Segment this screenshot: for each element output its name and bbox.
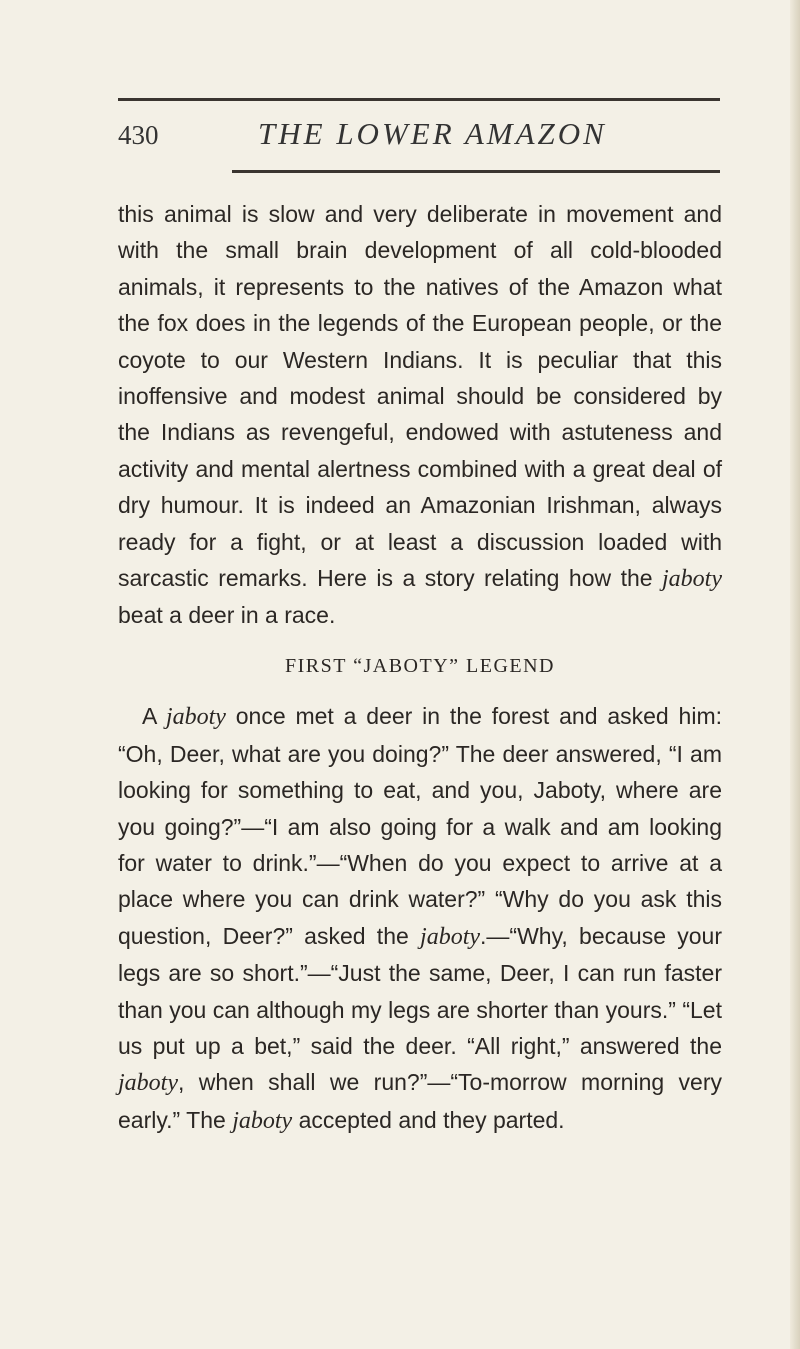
paragraph-intro	[118, 196, 722, 634]
running-title: THE LOWER AMAZON	[258, 116, 607, 151]
page-edge	[790, 0, 800, 1349]
legend-text-1: A	[142, 703, 166, 730]
italic-jaboty: jaboty	[420, 923, 481, 950]
paragraph-intro-text-2: beat a deer in a race.	[118, 602, 336, 629]
italic-jaboty: jaboty	[232, 1107, 293, 1134]
section-heading: FIRST “JABOTY” LEGEND	[284, 654, 555, 677]
legend-text-5: accepted and they parted.	[292, 1106, 565, 1133]
legend-text-4: , when shall we run?”—“To-morrow morning very early.” The	[118, 1069, 722, 1133]
legend-text-2: once met a deer in the forest and asked him: “Oh, Deer, what are you doing?” The deer answered, “I am looking for something to eat, and you, Jaboty, where are you going?”—“I am also going for a walk and am looking for water to drink.”—“When do you expect to arrive at a place where you can drink water?” “Why do you ask this question, Deer?” asked the	[118, 703, 722, 949]
paragraph-intro-text-1: this animal is slow and very deliberate in movement and with the small brain development of all cold-blooded animals, it represents to the natives of the Amazon what the fox does in the legends of the European people, or the coyote to our Western Indians. It is peculiar that this inoffensive and modest animal should be considered by the Indians as revengeful, endowed with astuteness and activity and mental alertness combined with a great deal of dry humour. It is indeed an Amazonian Irishman, always ready for a fight, or at least a discussion loaded with sarcastic remarks. Here is a story relating how the	[118, 201, 722, 592]
italic-jaboty: jaboty	[662, 566, 722, 593]
legend-text-3: .—“Why, because your legs are so short.”—“Just the same, Deer, I can run faster than you can although my legs are shorter than yours.” “Let us put up a bet,” said the deer. “All right,” answered the	[118, 922, 722, 1059]
italic-jaboty: jaboty	[118, 1070, 178, 1097]
header-rule-bottom	[232, 170, 720, 173]
page-number: 430	[118, 120, 159, 150]
header-rule-top	[118, 98, 720, 101]
body-text	[118, 196, 722, 1139]
italic-jaboty: jaboty	[165, 704, 226, 731]
paragraph-legend	[118, 698, 722, 1139]
